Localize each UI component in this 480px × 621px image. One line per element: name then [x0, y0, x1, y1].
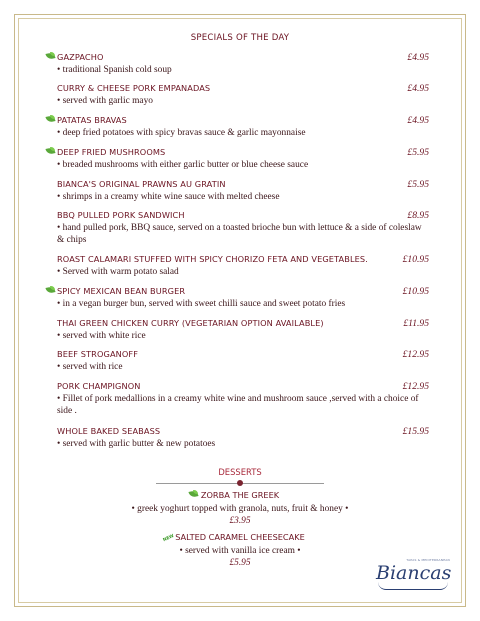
item-title: BIANCA'S ORIGINAL PRAWNS AU GRATIN: [57, 179, 226, 189]
item-title: PORK CHAMPIGNON: [57, 381, 141, 391]
item-description: • served with white rice: [57, 331, 146, 341]
item-price: £4.95: [407, 52, 429, 63]
item-price: £15.95: [402, 426, 429, 437]
item-price: £5.95: [407, 179, 429, 190]
menu-item: [57, 147, 429, 172]
menu-item: [57, 286, 429, 311]
specials-heading: SPECIALS OF THE DAY: [190, 33, 290, 43]
item-description: • Fillet of pork medallions in a creamy white wine and mushroom sauce ,served with a choice of side .: [57, 394, 419, 416]
item-title: THAI GREEN CHICKEN CURRY (VEGETARIAN OPTION AVAILABLE): [57, 318, 324, 328]
vegan-leaf-icon: [45, 147, 57, 155]
menu-item: [57, 349, 429, 374]
menu-item: [57, 381, 429, 417]
dessert-price: £5.95: [229, 558, 251, 568]
item-description: • in a vegan burger bun, served with sweet chilli sauce and sweet potato fries: [57, 299, 346, 309]
item-title: WHOLE BAKED SEABASS: [57, 426, 161, 436]
dessert-title: SALTED CARAMEL CHEESECAKE: [175, 532, 305, 542]
menu-item: [57, 115, 429, 140]
item-description: • hand pulled pork, BBQ sauce, served on a toasted brioche bun with lettuce & a side of coleslaw & chips: [57, 223, 422, 245]
item-description: • breaded mushrooms with either garlic butter or blue cheese sauce: [57, 160, 309, 170]
vegan-leaf-icon: [45, 115, 57, 123]
item-description: • deep fried potatoes with spicy bravas sauce & garlic mayonnaise: [57, 128, 306, 138]
item-title: GAZPACHO: [57, 52, 104, 62]
menu-item: [57, 83, 429, 108]
item-description: • served with garlic butter & new potatoes: [57, 439, 216, 449]
item-description: • served with garlic mayo: [57, 96, 153, 106]
desserts-heading: DESSERTS: [218, 467, 262, 477]
item-price: £4.95: [407, 115, 429, 126]
menu-item: [57, 426, 429, 451]
biancas-logo: [376, 556, 450, 594]
menu-item: [57, 254, 429, 279]
dessert-description: • served with vanilla ice cream •: [179, 546, 301, 556]
menu-item: [57, 179, 429, 204]
item-description: • traditional Spanish cold soup: [57, 65, 172, 75]
menu-item: [57, 52, 429, 77]
item-title: PATATAS BRAVAS: [57, 115, 127, 125]
item-description: • Served with warm potato salad: [57, 267, 179, 277]
item-price: £10.95: [402, 286, 429, 297]
logo-name: Biancas: [376, 562, 452, 584]
item-price: £12.95: [402, 349, 429, 360]
item-title: BBQ PULLED PORK SANDWICH: [57, 210, 185, 220]
dessert-title-wrap: [201, 490, 279, 501]
menu-item: [57, 210, 429, 246]
new-badge-icon: NEW: [162, 533, 176, 544]
item-title: SPICY MEXICAN BEAN BURGER: [57, 286, 186, 296]
dessert-description: • greek yoghurt topped with granola, nuts, fruit & honey •: [131, 504, 349, 514]
vegan-leaf-icon: [188, 490, 200, 498]
item-description: • shrimps in a creamy white wine sauce with melted cheese: [57, 192, 280, 202]
logo-tagline: TAPAS & MEDITERRANEAN: [406, 558, 450, 562]
item-title: ROAST CALAMARI STUFFED WITH SPICY CHORIZO FETA AND VEGETABLES.: [57, 254, 368, 264]
menu-item: [57, 318, 429, 343]
item-title: BEEF STROGANOFF: [57, 349, 139, 359]
item-description: • served with rice: [57, 362, 123, 372]
dessert-price: £3.95: [229, 516, 251, 526]
item-price: £4.95: [407, 83, 429, 94]
item-price: £5.95: [407, 147, 429, 158]
vegan-leaf-icon: [45, 286, 57, 294]
dessert-title-wrap: [162, 532, 305, 544]
item-title: DEEP FRIED MUSHROOMS: [57, 147, 166, 157]
item-price: £8.95: [407, 210, 429, 221]
dessert-item: [0, 485, 480, 527]
item-price: £10.95: [402, 254, 429, 265]
vegan-leaf-icon: [45, 52, 57, 60]
logo-swoosh: [378, 582, 448, 590]
dessert-title: ZORBA THE GREEK: [200, 490, 280, 500]
item-title: CURRY & CHEESE PORK EMPANADAS: [57, 83, 211, 93]
item-price: £11.95: [403, 318, 429, 329]
item-price: £12.95: [402, 381, 429, 392]
